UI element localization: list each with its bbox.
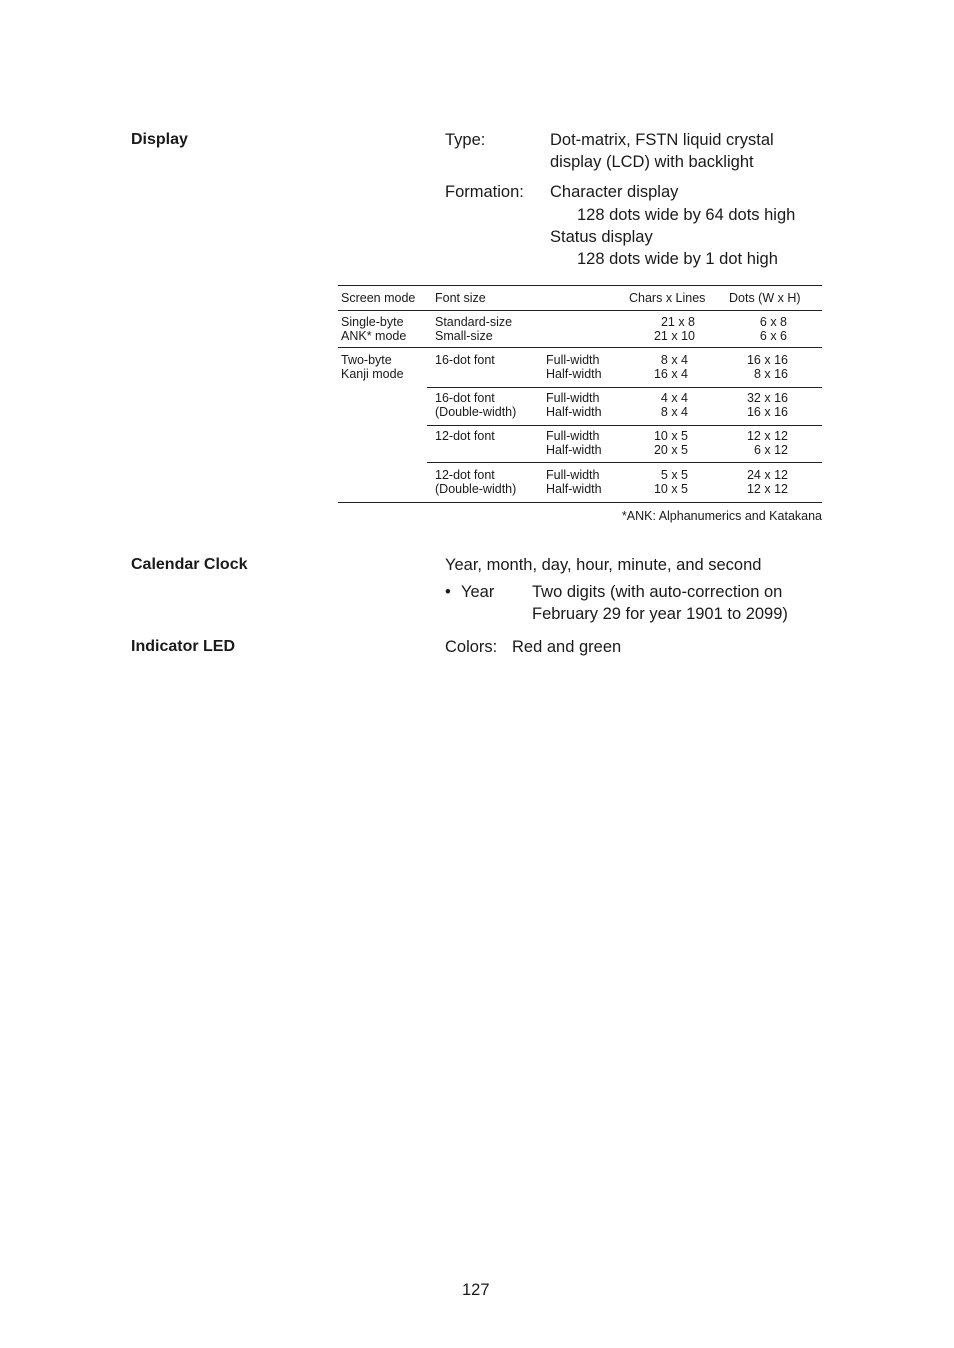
table-rule-row (427, 425, 822, 426)
type-value-line-2: display (LCD) with backlight (550, 153, 754, 171)
row-chars: 10 x 5 (653, 482, 688, 496)
row-width: Half-width (546, 405, 602, 419)
row-font: 12-dot font (435, 429, 495, 443)
row-chars: 5 x 5 (660, 468, 688, 482)
formation-line-2: 128 dots wide by 64 dots high (577, 206, 796, 224)
row-dots: 12 x 12 (746, 482, 788, 496)
table-rule-row (427, 387, 822, 388)
row-dots: 24 x 12 (746, 468, 788, 482)
formation-line-4: 128 dots wide by 1 dot high (577, 250, 778, 268)
display-heading: Display (131, 131, 188, 148)
row-font: 16-dot font (435, 391, 495, 405)
row-width: Full-width (546, 353, 600, 367)
formation-line-3: Status display (550, 228, 653, 246)
header-dots: Dots (W x H) (729, 291, 801, 305)
row-width: Half-width (546, 482, 602, 496)
row-width: Half-width (546, 367, 602, 381)
table-rule-top (338, 285, 822, 286)
row-font: Standard-size (435, 315, 513, 329)
row-dots: 12 x 12 (746, 429, 788, 443)
row-dots: 6 x 8 (759, 315, 787, 329)
row-chars: 8 x 4 (660, 353, 688, 367)
row-font: Small-size (435, 329, 493, 343)
indicator-heading: Indicator LED (131, 638, 236, 655)
row-chars: 20 x 5 (653, 443, 688, 457)
row-width: Full-width (546, 391, 600, 405)
year-label: Year (461, 583, 495, 601)
table-rule-bottom (338, 502, 822, 503)
colors-label: Colors: (445, 638, 498, 656)
bullet: • (445, 583, 451, 601)
row-width: Full-width (546, 468, 600, 482)
row-chars: 21 x 10 (653, 329, 695, 343)
row-chars: 16 x 4 (653, 367, 688, 381)
colors-value: Red and green (512, 638, 622, 656)
row-dots: 8 x 16 (753, 367, 788, 381)
row-dots: 6 x 12 (753, 443, 788, 457)
row-mode: Kanji mode (341, 367, 404, 381)
row-chars: 10 x 5 (653, 429, 688, 443)
row-chars: 4 x 4 (660, 391, 688, 405)
table-rule-row (427, 462, 822, 463)
row-font: 12-dot font (435, 468, 495, 482)
row-chars: 21 x 8 (660, 315, 695, 329)
row-dots: 32 x 16 (746, 391, 788, 405)
page-number: 127 (462, 1281, 490, 1299)
table-rule-row (338, 347, 822, 348)
row-width: Full-width (546, 429, 600, 443)
row-mode: ANK* mode (341, 329, 407, 343)
calendar-heading: Calendar Clock (131, 556, 248, 573)
type-value-line-1: Dot-matrix, FSTN liquid crystal (550, 131, 774, 149)
row-mode: Single-byte (341, 315, 404, 329)
header-font-size: Font size (435, 291, 486, 305)
type-label: Type: (445, 131, 486, 149)
year-value-line-1: Two digits (with auto-correction on (532, 583, 783, 601)
row-dots: 6 x 6 (759, 329, 787, 343)
header-screen-mode: Screen mode (341, 291, 416, 305)
row-dots: 16 x 16 (746, 353, 788, 367)
row-font: (Double-width) (435, 482, 517, 496)
row-mode: Two-byte (341, 353, 392, 367)
header-chars-lines: Chars x Lines (629, 291, 706, 305)
year-value-line-2: February 29 for year 1901 to 2099) (532, 605, 788, 623)
table-rule-header (338, 310, 822, 311)
row-dots: 16 x 16 (746, 405, 788, 419)
formation-label: Formation: (445, 183, 524, 201)
row-font: 16-dot font (435, 353, 495, 367)
calendar-line-1: Year, month, day, hour, minute, and second (445, 556, 762, 574)
row-chars: 8 x 4 (660, 405, 688, 419)
row-width: Half-width (546, 443, 602, 457)
table-footnote: *ANK: Alphanumerics and Katakana (621, 509, 822, 523)
row-font: (Double-width) (435, 405, 517, 419)
formation-line-1: Character display (550, 183, 679, 201)
